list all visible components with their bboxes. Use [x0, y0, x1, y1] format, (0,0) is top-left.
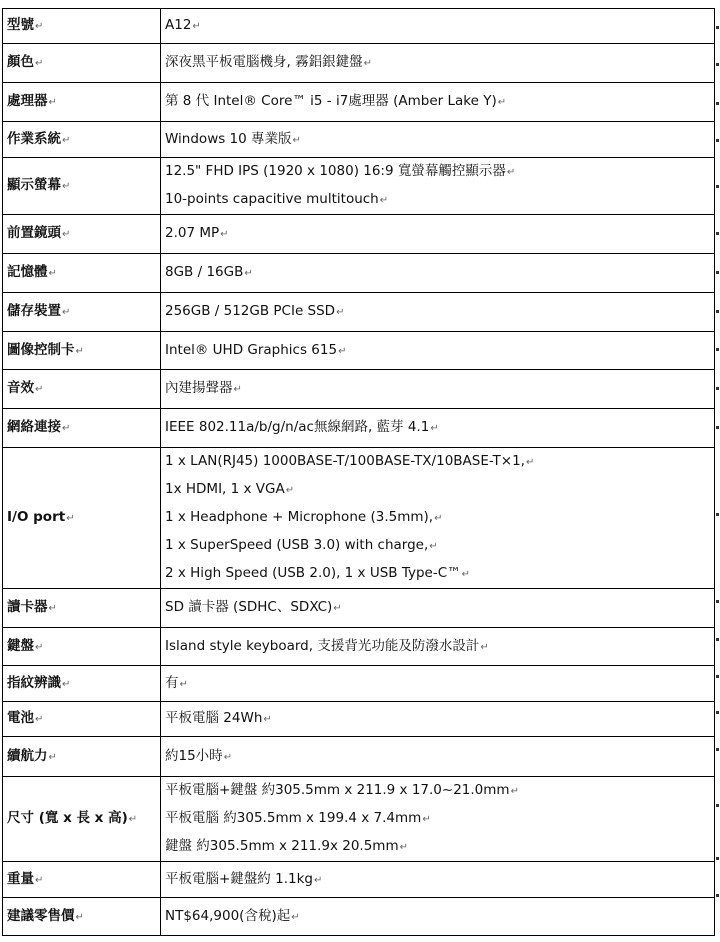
spec-value-text: A12 [165, 17, 192, 33]
spec-label-cell [3, 332, 161, 370]
spec-value-cell [161, 122, 715, 158]
spec-label: 型號 [7, 17, 34, 33]
spec-row [3, 293, 715, 332]
paragraph-mark-icon: ↵ [35, 21, 44, 32]
spec-row [3, 409, 715, 448]
spec-value-cell [161, 254, 715, 293]
paragraph-mark-icon: ↵ [48, 97, 57, 108]
paragraph-mark-icon: ↵ [429, 541, 438, 552]
spec-value-text: 1 x LAN(RJ45) 1000BASE-T/100BASE-TX/10BASE-T×1, [165, 453, 525, 469]
spec-value-cell [161, 448, 715, 589]
paragraph-mark-icon: ↵ [263, 714, 272, 725]
paragraph-mark-icon: ↵ [336, 307, 345, 318]
spec-row [3, 862, 715, 898]
spec-value-cell [161, 158, 715, 215]
spec-value-text: 平板電腦 約305.5mm x 199.4 x 7.4mm [165, 810, 422, 826]
spec-value-line [165, 12, 714, 40]
spec-row [3, 898, 715, 936]
spec-value-text: 2 x High Speed (USB 2.0), 1 x USB Type-C™ [165, 565, 461, 581]
paragraph-mark-icon: ↵ [75, 345, 84, 357]
paragraph-mark-icon: ↵ [422, 814, 431, 825]
spec-label: 尺寸 (寬 x 長 x 高) [7, 810, 128, 826]
spec-value-cell [161, 293, 715, 332]
spec-value-line [165, 220, 714, 248]
paragraph-mark-icon: ↵ [313, 874, 323, 886]
spec-label-cell [3, 862, 161, 898]
paragraph-mark-icon: ↵ [48, 751, 57, 763]
spec-label: 顏色 [7, 54, 34, 70]
spec-label: 建議零售價 [7, 907, 75, 924]
spec-value-line [165, 670, 714, 698]
spec-value-line [165, 158, 714, 186]
spec-value-cell [161, 666, 715, 702]
row-end-mark-icon [716, 894, 719, 897]
paragraph-mark-icon: ↵ [35, 58, 44, 69]
spec-label-cell [3, 254, 161, 293]
paragraph-mark-icon: ↵ [179, 678, 188, 690]
spec-value-line [165, 88, 714, 116]
paragraph-mark-icon: ↵ [128, 814, 138, 825]
spec-value-line [165, 866, 714, 894]
spec-row [3, 44, 715, 83]
spec-label-cell [3, 370, 161, 409]
spec-value-cell [161, 9, 715, 44]
spec-value-text: 鍵盤 約305.5mm x 211.9x 20.5mm [165, 838, 399, 854]
spec-row [3, 83, 715, 122]
row-end-mark-icon [716, 102, 719, 105]
spec-row [3, 777, 715, 862]
row-end-mark-icon [716, 600, 719, 603]
row-end-mark-icon [716, 26, 719, 29]
spec-value-text: IEEE 802.11a/b/g/n/ac無線網路, 藍芽 4.1 [165, 419, 430, 435]
spec-value-cell [161, 628, 715, 666]
row-end-mark-icon [716, 271, 719, 274]
spec-value-text: 8GB / 16GB [165, 264, 244, 280]
spec-row [3, 448, 715, 589]
spec-value-cell [161, 332, 715, 370]
spec-label-cell [3, 215, 161, 254]
spec-value-line [165, 375, 714, 403]
spec-label-cell [3, 737, 161, 777]
spec-label-cell [3, 448, 161, 589]
spec-label: 讀卡器 [7, 599, 48, 615]
spec-value-text: 256GB / 512GB PCIe SSD [165, 303, 336, 319]
spec-row [3, 122, 715, 158]
row-end-mark-icon [716, 310, 719, 313]
paragraph-mark-icon: ↵ [399, 842, 408, 853]
paragraph-mark-icon: ↵ [430, 423, 439, 434]
spec-value-text: Island style keyboard, 支援背光功能及防潑水設計 [165, 637, 480, 654]
spec-value-text: SD 讀卡器 (SDHC、SDXC) [165, 599, 333, 615]
spec-label: 記憶體 [7, 264, 48, 280]
spec-value-cell [161, 898, 715, 936]
paragraph-mark-icon: ↵ [223, 751, 233, 763]
spec-label: 圖像控制卡 [7, 341, 75, 358]
row-end-mark-icon [716, 139, 719, 142]
spec-value-line [165, 504, 714, 532]
spec-value-line [165, 633, 714, 661]
spec-value-cell [161, 370, 715, 409]
spec-value-line [165, 560, 714, 588]
paragraph-mark-icon: ↵ [62, 229, 71, 240]
spec-value-line [165, 259, 714, 287]
paragraph-mark-icon: ↵ [480, 641, 489, 653]
spec-label-cell [3, 122, 161, 158]
spec-label-cell [3, 44, 161, 83]
spec-value-line [165, 126, 714, 154]
spec-value-cell [161, 777, 715, 862]
spec-value-cell [161, 737, 715, 777]
spec-row [3, 370, 715, 409]
spec-value-text: 10-points capacitive multitouch [165, 191, 379, 207]
spec-label: 重量 [7, 870, 34, 887]
paragraph-mark-icon: ↵ [285, 485, 295, 496]
row-end-mark-icon [716, 675, 719, 678]
spec-label: 處理器 [7, 93, 48, 109]
row-end-mark-icon [716, 348, 719, 351]
paragraph-mark-icon: ↵ [35, 641, 44, 653]
spec-label: 網絡連接 [7, 419, 61, 435]
spec-value-text: 1 x SuperSpeed (USB 3.0) with charge, [165, 537, 429, 553]
spec-value-line [165, 805, 714, 833]
spec-value-line [165, 476, 714, 504]
spec-value-line [165, 833, 714, 861]
spec-value-line [165, 337, 714, 365]
paragraph-mark-icon: ↵ [333, 603, 342, 614]
spec-value-cell [161, 409, 715, 448]
row-end-mark-icon [716, 638, 719, 641]
paragraph-mark-icon: ↵ [192, 21, 201, 32]
spec-label: 續航力 [7, 747, 48, 764]
paragraph-mark-icon: ↵ [35, 384, 44, 395]
row-end-mark-icon [716, 748, 719, 751]
spec-value-line [165, 298, 714, 326]
spec-label-cell [3, 293, 161, 332]
spec-value-cell [161, 862, 715, 898]
spec-label: 指紋辨識 [7, 674, 61, 691]
spec-value-line [165, 594, 714, 622]
spec-label: 顯示螢幕 [7, 177, 61, 193]
spec-value-text: 有 [165, 674, 179, 691]
spec-value-text: 1x HDMI, 1 x VGA [165, 481, 285, 497]
row-end-mark-icon [716, 63, 719, 66]
spec-value-text: 12.5" FHD IPS (1920 x 1080) 16:9 寬螢幕觸控顯示器 [165, 163, 506, 179]
paragraph-mark-icon: ↵ [434, 513, 443, 524]
spec-value-text: 約15小時 [165, 747, 223, 764]
page-edge-marks [715, 0, 720, 942]
row-end-mark-icon [716, 185, 719, 188]
spec-row [3, 666, 715, 702]
spec-value-line [165, 186, 714, 214]
spec-label-cell [3, 777, 161, 862]
spec-row [3, 589, 715, 628]
spec-label: 音效 [7, 380, 34, 396]
spec-row [3, 628, 715, 666]
spec-row [3, 702, 715, 737]
spec-value-line [165, 903, 714, 931]
paragraph-mark-icon: ↵ [506, 167, 516, 178]
spec-value-line [165, 705, 714, 733]
spec-row [3, 254, 715, 293]
paragraph-mark-icon: ↵ [291, 911, 300, 923]
spec-row [3, 215, 715, 254]
spec-label: 前置鏡頭 [7, 225, 61, 241]
spec-label: 電池 [7, 710, 34, 726]
paragraph-mark-icon: ↵ [338, 345, 347, 357]
row-end-mark-icon [716, 711, 719, 714]
row-end-mark-icon [716, 387, 719, 390]
spec-label: 儲存裝置 [7, 303, 61, 319]
spec-row [3, 332, 715, 370]
spec-value-text: NT$64,900(含稅)起 [165, 907, 291, 924]
spec-value-line [165, 532, 714, 560]
spec-row [3, 158, 715, 215]
spec-label-cell [3, 702, 161, 737]
spec-table [2, 8, 715, 936]
paragraph-mark-icon: ↵ [497, 97, 507, 108]
spec-value-text: 內建揚聲器 [165, 380, 233, 396]
paragraph-mark-icon: ↵ [75, 911, 84, 923]
row-end-mark-icon [716, 804, 719, 807]
spec-value-cell [161, 44, 715, 83]
spec-label-cell [3, 409, 161, 448]
paragraph-mark-icon: ↵ [35, 874, 44, 886]
paragraph-mark-icon: ↵ [35, 714, 44, 725]
spec-label: I/O port [7, 509, 66, 525]
spec-value-text: 平板電腦 24Wh [165, 710, 263, 726]
spec-value-cell [161, 83, 715, 122]
spec-value-cell [161, 215, 715, 254]
spec-label-cell [3, 9, 161, 44]
spec-value-text: 平板電腦+鍵盤 約305.5mm x 211.9 x 17.0~21.0mm [165, 782, 510, 798]
spec-value-cell [161, 589, 715, 628]
row-end-mark-icon [716, 426, 719, 429]
spec-value-text: 平板電腦+鍵盤約 1.1kg [165, 870, 313, 887]
row-end-mark-icon [716, 857, 719, 860]
paragraph-mark-icon: ↵ [62, 423, 71, 434]
paragraph-mark-icon: ↵ [510, 786, 519, 797]
paragraph-mark-icon: ↵ [62, 678, 71, 690]
row-end-mark-icon [716, 513, 719, 516]
paragraph-mark-icon: ↵ [48, 603, 57, 614]
spec-table-body [3, 9, 715, 936]
spec-row [3, 737, 715, 777]
spec-value-line [165, 777, 714, 805]
paragraph-mark-icon: ↵ [379, 195, 389, 206]
spec-label-cell [3, 158, 161, 215]
spec-label-cell [3, 589, 161, 628]
paragraph-mark-icon: ↵ [66, 513, 75, 524]
spec-label-cell [3, 83, 161, 122]
row-end-mark-icon [716, 232, 719, 235]
spec-label-cell [3, 628, 161, 666]
paragraph-mark-icon: ↵ [233, 384, 242, 395]
spec-value-text: 2.07 MP [165, 225, 220, 241]
paragraph-mark-icon: ↵ [62, 134, 71, 146]
paragraph-mark-icon: ↵ [220, 229, 229, 240]
paragraph-mark-icon: ↵ [292, 134, 301, 146]
spec-value-line [165, 414, 714, 442]
spec-value-text: Intel® UHD Graphics 615 [165, 341, 338, 358]
spec-value-text: 第 8 代 Intel® Core™ i5 - i7處理器 (Amber Lake Y) [165, 93, 497, 109]
spec-value-line [165, 448, 714, 476]
spec-value-line [165, 49, 714, 77]
spec-value-line [165, 743, 714, 771]
spec-row [3, 9, 715, 44]
spec-value-text: Windows 10 專業版 [165, 130, 292, 147]
paragraph-mark-icon: ↵ [62, 307, 71, 318]
spec-label: 作業系統 [7, 130, 61, 147]
spec-value-cell [161, 702, 715, 737]
paragraph-mark-icon: ↵ [48, 268, 57, 279]
spec-value-text: 1 x Headphone + Microphone (3.5mm), [165, 509, 434, 525]
spec-label-cell [3, 898, 161, 936]
paragraph-mark-icon: ↵ [363, 58, 372, 69]
paragraph-mark-icon: ↵ [244, 268, 253, 279]
spec-value-text: 深夜黑平板電腦機身, 霧鋁銀鍵盤 [165, 54, 363, 70]
paragraph-mark-icon: ↵ [525, 457, 535, 468]
paragraph-mark-icon: ↵ [461, 569, 471, 580]
spec-label: 鍵盤 [7, 637, 34, 654]
paragraph-mark-icon: ↵ [62, 181, 71, 192]
spec-label-cell [3, 666, 161, 702]
